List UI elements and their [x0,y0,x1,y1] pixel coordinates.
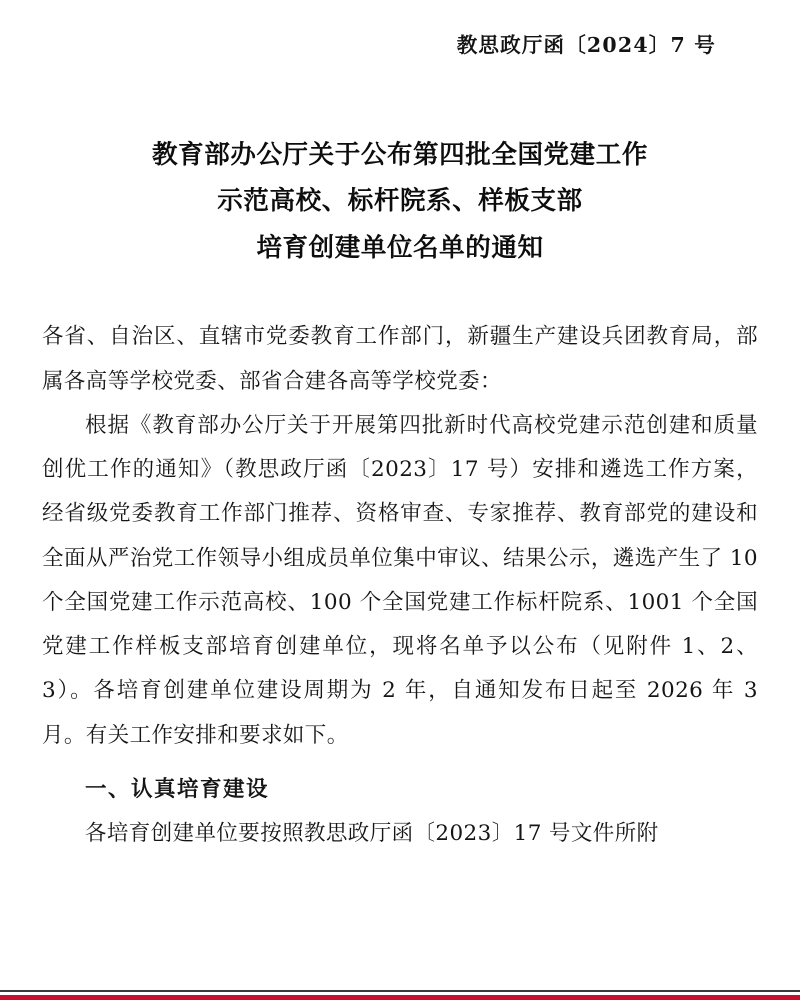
document-number: 教思政厅函〔2024〕7 号 [456,33,716,57]
document-body [42,315,758,856]
document-title [42,132,758,271]
title-line-2: 示范高校、标杆院系、样板支部 [217,186,583,217]
section-paragraph: 各培育创建单位要按照教思政厅函〔2023〕17 号文件所附 [85,821,659,847]
main-paragraph: 根据《教育部办公厅关于开展第四批新时代高校党建示范创建和质量创优工作的通知》（教思政厅函〔2023〕17 号）安排和遴选工作方案，经省级党委教育工作部门推荐、资格审查、专家推荐、教育部党的建设和全面从严治党工作领导小组成员单位集中审议、结果公示，遴选产生了 10 个全国党建工作示范高校、100 个全国党建工作标杆院系、1001 个全国党建工作样板支部培育创建单位，现将名单予以公布（见附件 1、2、3）。各培育创建单位建设周期为 2 年，自通知发布日起至 2026 年 3 月。有关工作安排和要求如下。 [42,412,758,748]
footer-rule-red [0,995,800,1000]
title-line-3: 培育创建单位名单的通知 [256,232,544,263]
section-heading: 一、认真培育建设 [85,777,270,803]
footer-rules [0,990,800,1000]
title-line-1: 教育部办公厅关于公布第四批全国党建工作 [152,140,648,170]
addressee-paragraph: 各省、自治区、直辖市党委教育工作部门，新疆生产建设兵团教育局，部属各高等学校党委、部省合建各高等学校党委： [42,324,758,394]
